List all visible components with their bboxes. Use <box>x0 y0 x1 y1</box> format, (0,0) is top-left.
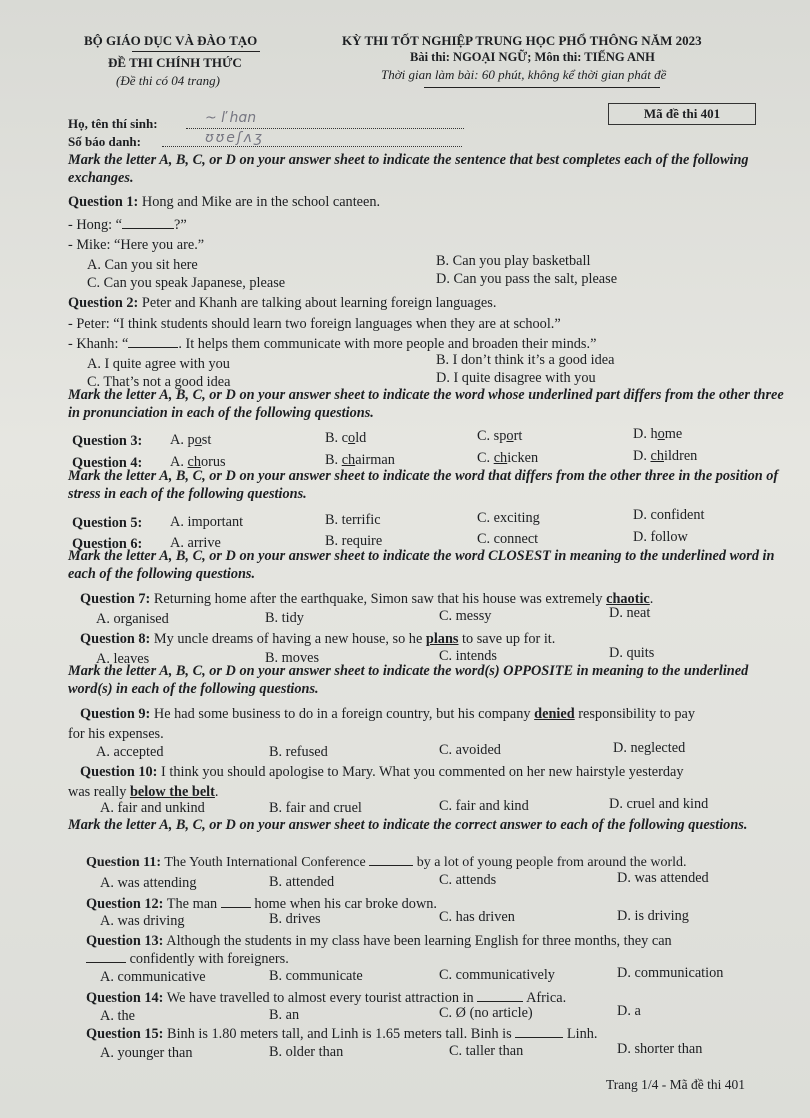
q7-option-c[interactable]: C. messy <box>439 608 492 624</box>
q6-option-d[interactable]: D. follow <box>633 529 688 545</box>
q9-option-b[interactable]: B. refused <box>269 744 328 760</box>
question-13: Question 13: Although the students in my class have been learning English for three months, they can <box>86 933 672 949</box>
instruction-pronunciation: Mark the letter A, B, C, or D on your answer sheet to indicate the word whose underlined part differs from the other three in pronunciation in each of the following questions. <box>68 387 784 421</box>
q8-option-c[interactable]: C. intends <box>439 648 497 664</box>
q14-option-c[interactable]: C. Ø (no article) <box>439 1005 533 1021</box>
q1-option-a[interactable]: A. Can you sit here <box>87 257 198 273</box>
q14-option-d[interactable]: D. a <box>617 1003 641 1019</box>
q9-option-d[interactable]: D. neglected <box>613 740 686 756</box>
candidate-name-field[interactable] <box>186 128 464 129</box>
q15-option-c[interactable]: C. taller than <box>449 1043 524 1059</box>
answer-blank <box>86 962 126 963</box>
question-number: Question 1: <box>68 194 139 210</box>
exam-title: KỲ THI TỐT NGHIỆP TRUNG HỌC PHỔ THÔNG NĂM 2023 <box>342 33 702 48</box>
q7-option-a[interactable]: A. organised <box>96 611 169 627</box>
q9-line2: for his expenses. <box>68 726 164 742</box>
q10-option-d[interactable]: D. cruel and kind <box>609 796 709 812</box>
q2-option-d[interactable]: D. I quite disagree with you <box>436 370 596 386</box>
q4-option-a[interactable]: A. chorus <box>170 454 226 470</box>
q6-option-b[interactable]: B. require <box>325 533 383 549</box>
q13-option-c[interactable]: C. communicatively <box>439 967 555 983</box>
q10-option-c[interactable]: C. fair and kind <box>439 798 529 814</box>
q1-option-b[interactable]: B. Can you play basketball <box>436 253 591 269</box>
q13-option-b[interactable]: B. communicate <box>269 968 363 984</box>
q1-hong-line: - Hong: “ ?” <box>68 217 187 233</box>
q12-option-b[interactable]: B. drives <box>269 911 321 927</box>
q12-option-c[interactable]: C. has driven <box>439 909 515 925</box>
q6-option-c[interactable]: C. connect <box>477 531 539 547</box>
question-15: Question 15: Binh is 1.80 meters tall, and Linh is 1.65 meters tall. Binh is Linh. <box>86 1026 598 1042</box>
q15-option-b[interactable]: B. older than <box>269 1044 344 1060</box>
q14-option-a[interactable]: A. the <box>100 1008 135 1024</box>
question-9: Question 9: He had some business to do in a foreign country, but his company denied responsibility to pay <box>80 706 696 722</box>
q3-option-a[interactable]: A. post <box>170 432 212 448</box>
q10-line2: was really below the belt. <box>68 784 219 800</box>
candidate-name-label: Họ, tên thí sinh: <box>68 116 158 131</box>
answer-blank <box>369 865 413 866</box>
handwritten-name: ~ ľ hɑn <box>205 110 257 126</box>
question-1 <box>68 195 380 209</box>
page-footer: Trang 1/4 - Mã đề thi 401 <box>606 1077 745 1092</box>
q4-option-d[interactable]: D. children <box>633 448 698 464</box>
q6-option-a[interactable]: A. arrive <box>170 535 221 551</box>
question-8: Question 8: My uncle dreams of having a new house, so he plans to save up for it. <box>80 631 556 647</box>
q12-option-d[interactable]: D. is driving <box>617 908 689 924</box>
q2-option-b[interactable]: B. I don’t think it’s a good idea <box>436 352 615 368</box>
q5-option-c[interactable]: C. exciting <box>477 510 540 526</box>
q5-option-b[interactable]: B. terrific <box>325 512 381 528</box>
question-7: Question 7: Returning home after the earthquake, Simon saw that his house was extremely chaotic. <box>80 591 654 607</box>
q11-option-a[interactable]: A. was attending <box>100 875 197 891</box>
underlined-word: plans <box>425 631 459 647</box>
q2-option-a[interactable]: A. I quite agree with you <box>87 356 230 372</box>
q11-option-c[interactable]: C. attends <box>439 872 497 888</box>
official-label: ĐỀ THI CHÍNH THỨC <box>108 55 242 70</box>
exam-code-box: Mã đề thi 401 <box>608 103 756 125</box>
candidate-id-label: Số báo danh: <box>68 134 141 149</box>
exam-time: Thời gian làm bài: 60 phút, không kể thời gian phát đề <box>381 67 667 82</box>
answer-blank <box>122 228 174 229</box>
page-count: (Đề thi có 04 trang) <box>116 73 220 88</box>
question-11: Question 11: The Youth International Conference by a lot of young people from around the world. <box>86 855 687 870</box>
q3-option-d[interactable]: D. home <box>633 426 683 442</box>
question-text: Hong and Mike are in the school canteen. <box>141 194 381 210</box>
q8-option-d[interactable]: D. quits <box>609 645 655 661</box>
q7-option-d[interactable]: D. neat <box>609 605 651 621</box>
q12-option-a[interactable]: A. was driving <box>100 913 185 929</box>
q1-option-d[interactable]: D. Can you pass the salt, please <box>436 271 618 287</box>
question-6-number: Question 6: <box>72 536 143 552</box>
q11-option-d[interactable]: D. was attended <box>617 870 709 886</box>
q8-option-a[interactable]: A. leaves <box>96 651 150 667</box>
instruction-closest: Mark the letter A, B, C, or D on your answer sheet to indicate the word CLOSEST in meaning to the underlined word in each of the following questions. <box>68 548 775 582</box>
q3-option-c[interactable]: C. sport <box>477 428 523 444</box>
underlined-word: denied <box>534 706 575 722</box>
q9-option-c[interactable]: C. avoided <box>439 742 501 758</box>
q13-line2: confidently with foreigners. <box>86 952 289 966</box>
q10-option-a[interactable]: A. fair and unkind <box>100 800 205 816</box>
question-4-number: Question 4: <box>72 455 143 471</box>
q4-option-c[interactable]: C. chicken <box>477 450 539 466</box>
candidate-id-field[interactable] <box>162 146 462 147</box>
question-3-number: Question 3: <box>72 433 143 449</box>
q4-option-b[interactable]: B. chairman <box>325 452 395 468</box>
q2-option-c[interactable]: C. That’s not a good idea <box>87 374 231 390</box>
q10-option-b[interactable]: B. fair and cruel <box>269 800 362 816</box>
q1-mike-line: - Mike: “Here you are.” <box>68 237 205 253</box>
ministry-name: BỘ GIÁO DỤC VÀ ĐÀO TẠO <box>84 33 258 48</box>
instruction-opposite: Mark the letter A, B, C, or D on your answer sheet to indicate the word(s) OPPOSITE in meaning to the underlined word(s) in each of the following questions. <box>68 663 749 697</box>
q1-option-c[interactable]: C. Can you speak Japanese, please <box>87 275 286 291</box>
q13-option-d[interactable]: D. communication <box>617 965 724 981</box>
question-14: Question 14: We have travelled to almost every tourist attraction in Africa. <box>86 990 567 1006</box>
q2-peter-line: - Peter: “I think students should learn two foreign languages when they are at school.” <box>68 316 561 332</box>
q11-option-b[interactable]: B. attended <box>269 874 335 890</box>
q5-option-d[interactable]: D. confident <box>633 507 705 523</box>
q15-option-a[interactable]: A. younger than <box>100 1045 193 1061</box>
instruction-exchanges: Mark the letter A, B, C, or D on your answer sheet to indicate the sentence that best completes each of the following exchanges. <box>68 152 749 186</box>
q3-option-b[interactable]: B. cold <box>325 430 367 446</box>
underlined-word: chaotic <box>606 591 650 607</box>
q9-option-a[interactable]: A. accepted <box>96 744 164 760</box>
header-right-rule <box>424 87 660 88</box>
exam-subject: Bài thi: NGOẠI NGỮ; Môn thi: TIẾNG ANH <box>410 50 655 64</box>
q13-option-a[interactable]: A. communicative <box>100 969 206 985</box>
answer-blank <box>128 347 178 348</box>
answer-blank <box>515 1037 563 1038</box>
answer-blank <box>221 907 251 908</box>
header-underline <box>132 51 260 52</box>
handwritten-id: ʊʊeʃʌʒ <box>205 130 264 146</box>
q2-khanh-line: - Khanh: “ . It helps them communicate with more people and broaden their minds.” <box>68 336 597 352</box>
question-10: Question 10: I think you should apologise to Mary. What you commented on her new hairstyle yesterday <box>80 764 684 780</box>
answer-blank <box>477 1001 523 1002</box>
question-12: Question 12: The man home when his car broke down. <box>86 896 437 912</box>
question-2: Question 2: Peter and Khanh are talking about learning foreign languages. <box>68 295 497 311</box>
question-5-number: Question 5: <box>72 515 143 531</box>
q15-option-d[interactable]: D. shorter than <box>617 1041 703 1057</box>
underlined-phrase: below the belt <box>129 784 215 800</box>
instruction-stress: Mark the letter A, B, C, or D on your answer sheet to indicate the word that differs from the other three in the position of stress in each of the following questions. <box>68 468 779 502</box>
q8-option-b[interactable]: B. moves <box>265 650 320 666</box>
q14-option-b[interactable]: B. an <box>269 1007 300 1023</box>
q7-option-b[interactable]: B. tidy <box>265 610 304 626</box>
q5-option-a[interactable]: A. important <box>170 514 244 530</box>
instruction-correct-answer: Mark the letter A, B, C, or D on your answer sheet to indicate the correct answer to each of the following questions. <box>68 817 748 833</box>
